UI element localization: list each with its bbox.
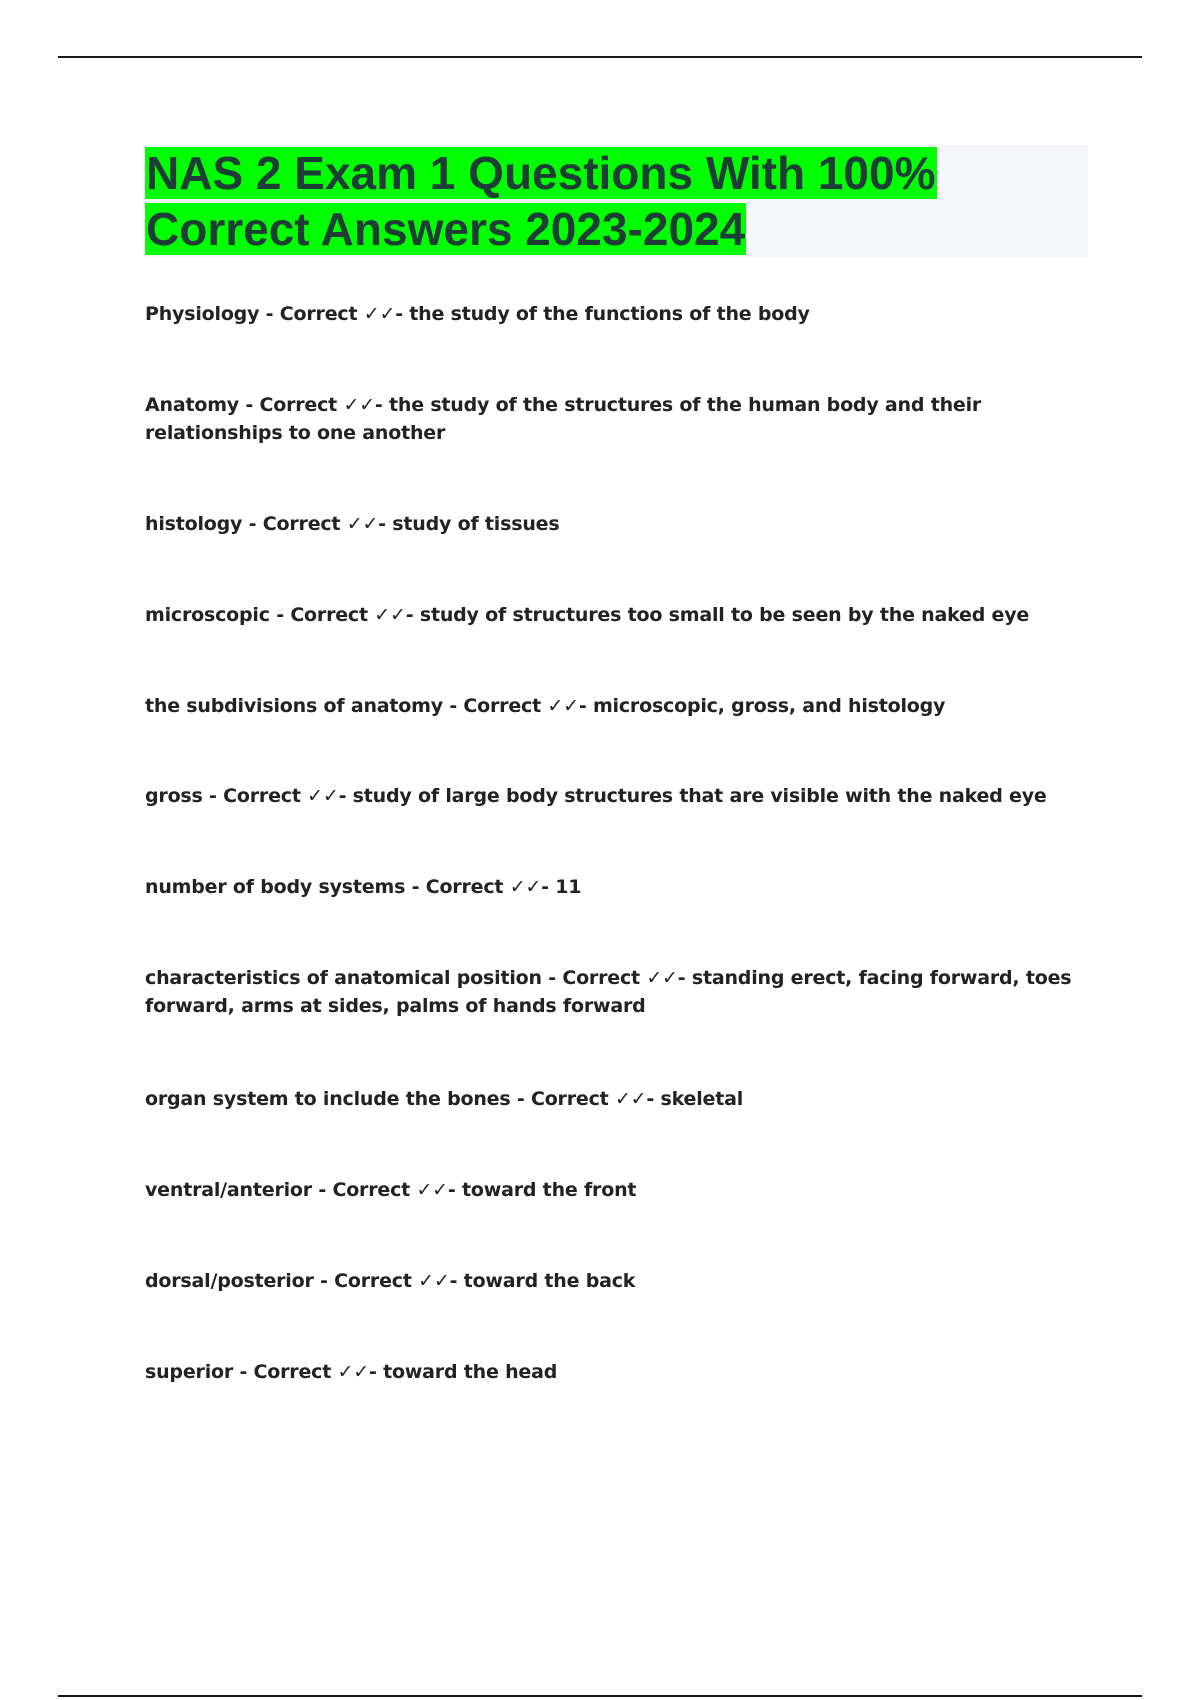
- qa-item-superior: superior - Correct ✓✓- toward the head: [145, 1361, 558, 1383]
- qa-item-bones: organ system to include the bones - Correct ✓✓- skeletal: [145, 1088, 744, 1110]
- title-line-1: NAS 2 Exam 1 Questions With 100%: [146, 147, 936, 199]
- document-title: [145, 145, 1088, 257]
- bottom-rule: [58, 1695, 1142, 1697]
- qa-item-subdivisions: the subdivisions of anatomy - Correct ✓✓- microscopic, gross, and histology: [145, 695, 946, 717]
- qa-item-dorsal: dorsal/posterior - Correct ✓✓- toward the back: [145, 1270, 636, 1292]
- qa-item-microscopic: microscopic - Correct ✓✓- study of structures too small to be seen by the naked eye: [145, 604, 1030, 626]
- title-block: [145, 145, 1088, 257]
- top-rule: [58, 56, 1142, 58]
- qa-item-gross: gross - Correct ✓✓- study of large body structures that are visible with the naked eye: [145, 785, 1047, 807]
- title-line-2: Correct Answers 2023-2024: [146, 203, 746, 255]
- qa-item-body-systems: number of body systems - Correct ✓✓- 11: [145, 876, 582, 898]
- qa-item-anatomy: Anatomy - Correct ✓✓- the study of the structures of the human body and their relationships to one another: [145, 394, 982, 444]
- qa-item-anatomical-position: characteristics of anatomical position - Correct ✓✓- standing erect, facing forward, toes forward, arms at sides, palms of hands forward: [145, 967, 1072, 1017]
- qa-item-ventral: ventral/anterior - Correct ✓✓- toward the front: [145, 1179, 637, 1201]
- qa-item-physiology: Physiology - Correct ✓✓- the study of the functions of the body: [145, 303, 810, 325]
- qa-item-histology: histology - Correct ✓✓- study of tissues: [145, 513, 560, 535]
